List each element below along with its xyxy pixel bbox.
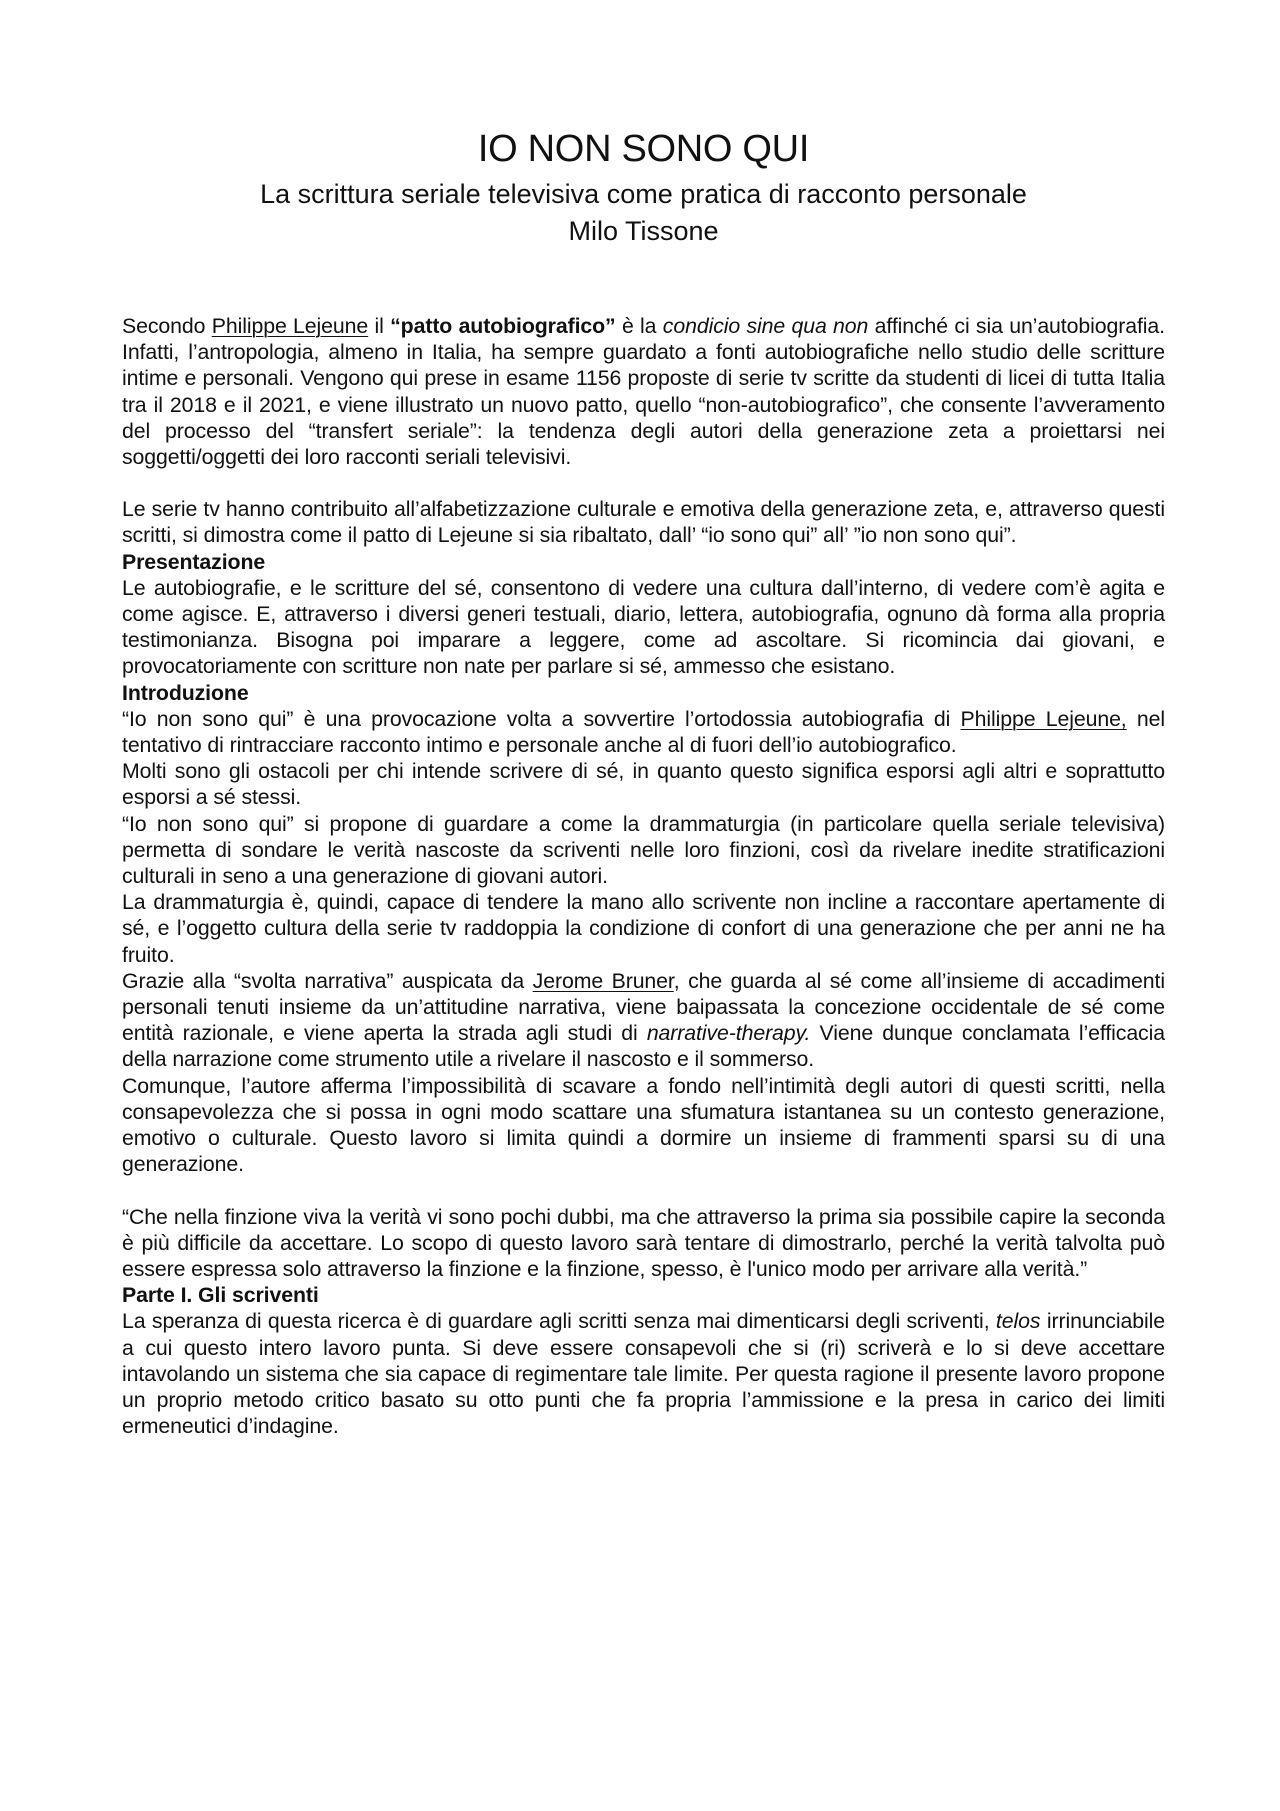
introduzione-paragraph-4: La drammaturgia è, quindi, capace di tendere la mano allo scrivente non incline a raccontare apertamente di sé, e l’oggetto cultura della serie tv raddoppia la condizione di confort di una generazione che per anni ne ha fruito. bbox=[122, 890, 1165, 967]
abstract-paragraph-2: Le serie tv hanno contribuito all’alfabetizzazione culturale e emotiva della generazione zeta, e, attraverso questi scritti, si dimostra come il patto di Lejeune si sia ribaltato, dall’ “io sono qui” all’ ”io non sono qui”. bbox=[122, 497, 1165, 548]
introduzione-paragraph-6: Comunque, l’autore afferma l’impossibilità di scavare a fondo nell’intimità degli autori di questi scritti, nella consapevolezza che si possa in ogni modo scattare una sfumatura istantanea su un contesto generazione, emotivo o culturale. Questo lavoro si limita quindi a dormire un insieme di frammenti sparsi su di una generazione. bbox=[122, 1073, 1165, 1177]
text-run: Grazie alla “svolta narrativa” auspicata da bbox=[122, 968, 533, 993]
title-block bbox=[122, 125, 1165, 249]
page-subtitle: La scrittura seriale televisiva come pratica di racconto personale bbox=[260, 179, 1027, 209]
text-run: è la bbox=[615, 314, 663, 338]
quote-paragraph: “Che nella finzione viva la verità vi sono pochi dubbi, ma che attraverso la prima sia possibile capire la seconda è più difficile da accettare. Lo scopo di questo lavoro sarà tentare di dimostrarlo, perché la verità talvolta può essere espressa solo attraverso la finzione e la finzione, spesso, è l'unico modo per arrivare alla verità.” bbox=[122, 1204, 1165, 1281]
section-heading-introduzione: Introduzione bbox=[122, 680, 249, 705]
abstract-paragraph-1 bbox=[122, 313, 1165, 470]
text-run: La speranza di questa ricerca è di guardare agli scritti senza mai dimenticarsi degli scriventi, bbox=[122, 1309, 996, 1334]
section-heading-presentazione: Presentazione bbox=[122, 549, 266, 574]
text-run: Viene dunque conclamata l’efficacia della narrazione come strumento utile a rivelare il nascosto e il sommerso. bbox=[122, 1021, 1165, 1072]
parte1-paragraph bbox=[122, 1308, 1165, 1439]
italic-term: condicio sine qua non bbox=[662, 314, 869, 338]
introduzione-paragraph-3: “Io non sono qui” si propone di guardare a come la drammaturgia (in particolare quella seriale televisiva) permetta di sondare le verità nascoste da scriventi nelle loro finzioni, così da rivelare inedite stratificazioni culturali in seno a una generazione di giovani autori. bbox=[122, 811, 1165, 889]
text-run: irrinunciabile a cui questo intero lavoro punta. Si deve essere consapevoli che si (ri) scriverà e lo si deve accettare intavolando un sistema che sia capace di regimentare tale limite. Per questa ragione il presente lavoro propone un proprio metodo critico basato su otto punti che fa propria l’ammissione e la presa in carico dei limiti ermeneutici d’indagine. bbox=[122, 1309, 1165, 1439]
author-name: Milo Tissone bbox=[568, 216, 719, 246]
philippe-lejeune-link[interactable]: Philippe Lejeune bbox=[211, 314, 369, 338]
bold-term: “patto autobiografico” bbox=[390, 314, 616, 338]
presentazione-paragraph: Le autobiografie, e le scritture del sé, consentono di vedere una cultura dall’interno, di vedere com’è agita e come agisce. E, attraverso i diversi generi testuali, diario, lettera, autobiografia, ognuno dà forma alla propria testimonianza. Bisogna poi imparare a leggere, come ad ascoltare. Si ricomincia dai giovani, e provocatoriamente con scritture non nate per parlare si sé, ammesso che esistano. bbox=[122, 575, 1165, 679]
text-run: affinché ci sia un’autobiografia. Infatti, l’antropologia, almeno in Italia, ha sempre guardato a fonti autobiografiche nello studio delle scritture intime e personali. Vengono qui prese in esame 1156 proposte di serie tv scritte da studenti di licei di tutta Italia tra il 2018 e il 2021, e viene illustrato un nuovo patto, quello “non-autobiografico”, che consente l’avveramento del processo del “transfert seriale”: la tendenza degli autori della generazione zeta a proiettarsi nei soggetti/oggetti dei loro racconti seriali televisivi. bbox=[122, 314, 1165, 470]
text-run: Secondo bbox=[122, 314, 212, 338]
page-title: IO NON SONO QUI bbox=[477, 128, 810, 170]
jerome-bruner-link[interactable]: Jerome Bruner bbox=[532, 968, 674, 993]
introduzione-paragraph-2: Molti sono gli ostacoli per chi intende scrivere di sé, in quanto questo significa esporsi agli altri e soprattutto esporsi a sé stessi. bbox=[122, 759, 1165, 810]
document-page bbox=[122, 125, 1165, 1439]
introduzione-paragraph-5 bbox=[122, 968, 1165, 1073]
text-run: “Io non sono qui” è una provocazione volta a sovvertire l’ortodossia autobiografia di bbox=[122, 706, 961, 731]
document-body bbox=[122, 313, 1165, 1439]
section-heading-parte-1: Parte I. Gli scriventi bbox=[122, 1283, 319, 1308]
italic-term: telos bbox=[995, 1309, 1041, 1334]
philippe-lejeune-link[interactable]: Philippe Lejeune, bbox=[960, 706, 1127, 731]
introduzione-paragraph-1 bbox=[122, 706, 1165, 758]
text-run: il bbox=[368, 314, 391, 338]
text-run: , che guarda al sé come all’insieme di accadimenti personali tenuti insieme da un’attitudine narrativa, viene baipassata la concezione occidentale de sé come entità razionale, e viene aperta la strada agli studi di bbox=[122, 968, 1165, 1046]
text-run: nel tentativo di rintracciare racconto intimo e personale anche al di fuori dell’io autobiografico. bbox=[122, 706, 1165, 758]
italic-term: narrative-therapy. bbox=[646, 1021, 811, 1046]
